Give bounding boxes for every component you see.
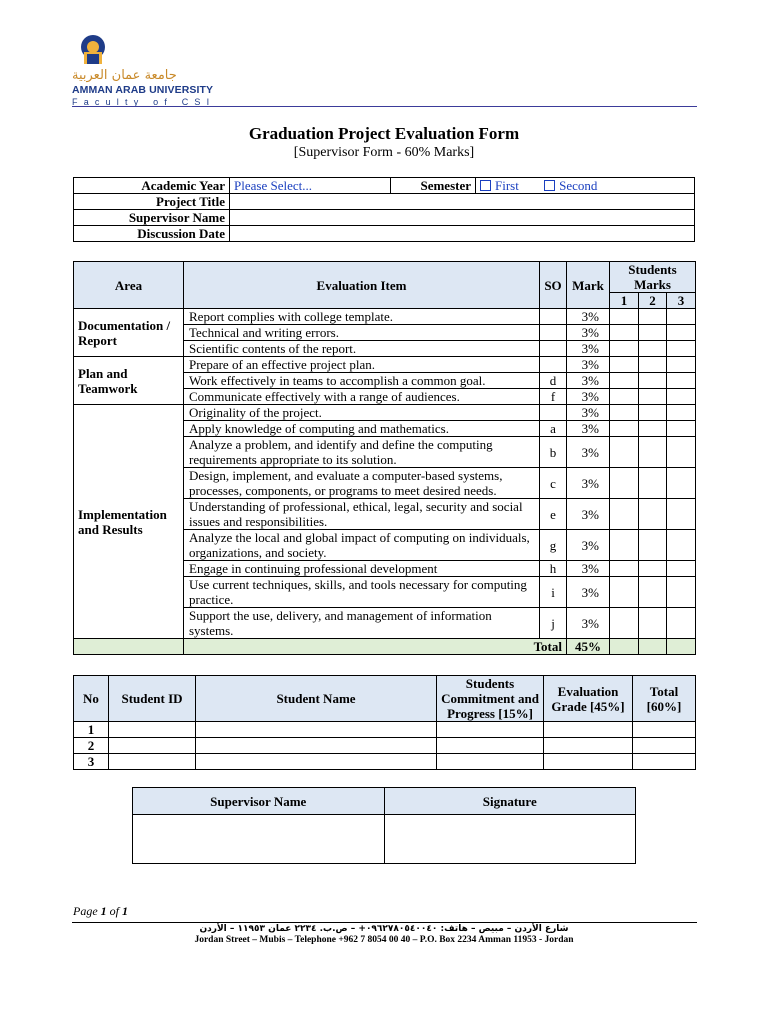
student-3-mark-cell[interactable] <box>667 421 696 437</box>
student-1-mark-cell[interactable] <box>610 437 639 468</box>
evaluation-grade-cell[interactable] <box>544 754 633 770</box>
semester-first-option[interactable] <box>480 178 519 193</box>
student-2-mark-cell[interactable] <box>639 561 667 577</box>
so-value <box>540 357 567 373</box>
evaluation-grade-cell[interactable] <box>544 738 633 754</box>
evaluation-item: Work effectively in teams to accomplish a common goal. <box>184 373 540 389</box>
area-documentation: Documentation / Report <box>74 309 184 357</box>
student-3-header: 3 <box>667 293 696 309</box>
page-title: Graduation Project Evaluation Form <box>248 124 520 143</box>
university-logo <box>72 34 216 107</box>
mark-value: 3% <box>567 389 610 405</box>
so-value: f <box>540 389 567 405</box>
mark-value: 3% <box>567 608 610 639</box>
evaluation-item: Engage in continuing professional development <box>184 561 540 577</box>
student-2-mark-cell[interactable] <box>639 421 667 437</box>
student-2-mark-cell[interactable] <box>639 530 667 561</box>
student-1-mark-cell[interactable] <box>610 577 639 608</box>
header-divider <box>72 106 697 107</box>
area-plan: Plan and Teamwork <box>74 357 184 405</box>
evaluation-item: Support the use, delivery, and management of information systems. <box>184 608 540 639</box>
evaluation-table <box>73 261 696 655</box>
commitment-cell[interactable] <box>437 754 544 770</box>
commitment-header: Students Commitment and Progress [15%] <box>437 676 544 722</box>
student-id-header: Student ID <box>109 676 196 722</box>
mark-value: 3% <box>567 577 610 608</box>
supervisor-name-field[interactable] <box>230 210 695 226</box>
mark-value: 3% <box>567 405 610 421</box>
semester-second-label: Second <box>559 178 598 193</box>
student-number: 1 <box>74 722 109 738</box>
evaluation-item: Report complies with college template. <box>184 309 540 325</box>
mark-value: 3% <box>567 499 610 530</box>
student-1-mark-cell[interactable] <box>610 468 639 499</box>
student-name-cell[interactable] <box>196 754 437 770</box>
total-label: Total <box>184 639 567 655</box>
evaluation-item: Analyze a problem, and identify and define the computing requirements appropriate to its solution. <box>184 437 540 468</box>
semester-options <box>476 178 695 194</box>
student-id-cell[interactable] <box>109 722 196 738</box>
footer-english-address: Jordan Street – Mubis – Telephone +962 7 8054 00 40 – P.O. Box 2234 Amman 11953 - Jordan <box>194 935 574 945</box>
university-logo-icon <box>76 34 110 68</box>
discussion-date-field[interactable] <box>230 226 695 242</box>
student-1-mark-cell[interactable] <box>610 357 639 373</box>
evaluation-item: Originality of the project. <box>184 405 540 421</box>
evaluation-row <box>74 405 696 421</box>
commitment-cell[interactable] <box>437 722 544 738</box>
student-1-mark-cell[interactable] <box>610 530 639 561</box>
student-1-mark-cell[interactable] <box>610 421 639 437</box>
student-3-mark-cell[interactable] <box>667 389 696 405</box>
footer-divider <box>72 922 697 923</box>
so-value <box>540 341 567 357</box>
page-prefix: Page <box>73 904 98 918</box>
semester-label: Semester <box>391 178 476 194</box>
supervisor-name-header: Supervisor Name <box>133 788 385 815</box>
total-cell[interactable] <box>633 722 696 738</box>
student-name-header: Student Name <box>196 676 437 722</box>
student-row <box>74 738 696 754</box>
student-row <box>74 754 696 770</box>
student-number: 3 <box>74 754 109 770</box>
mark-value: 3% <box>567 437 610 468</box>
total-cell[interactable] <box>633 738 696 754</box>
page-subtitle: [Supervisor Form - 60% Marks] <box>293 145 475 160</box>
evaluation-item: Prepare of an effective project plan. <box>184 357 540 373</box>
student-1-mark-cell[interactable] <box>610 405 639 421</box>
student-3-mark-cell[interactable] <box>667 577 696 608</box>
so-value: e <box>540 499 567 530</box>
student-name-cell[interactable] <box>196 722 437 738</box>
so-value: b <box>540 437 567 468</box>
student-3-mark-cell[interactable] <box>667 405 696 421</box>
faculty-name: Faculty of CSI <box>72 97 216 107</box>
so-value: d <box>540 373 567 389</box>
student-2-mark-cell[interactable] <box>639 405 667 421</box>
student-2-mark-cell[interactable] <box>639 357 667 373</box>
student-2-mark-cell[interactable] <box>639 499 667 530</box>
mark-value: 3% <box>567 561 610 577</box>
no-header: No <box>74 676 109 722</box>
student-number: 2 <box>74 738 109 754</box>
evaluation-row <box>74 357 696 373</box>
evaluation-item: Scientific contents of the report. <box>184 341 540 357</box>
mark-value: 3% <box>567 421 610 437</box>
student-3-mark-cell[interactable] <box>667 341 696 357</box>
student-2-mark-cell[interactable] <box>639 577 667 608</box>
evaluation-row <box>74 309 696 325</box>
evaluation-grade-header: Evaluation Grade [45%] <box>544 676 633 722</box>
student-2-mark-cell[interactable] <box>639 373 667 389</box>
students-marks-header: Students Marks <box>610 262 696 293</box>
student-2-mark-cell[interactable] <box>639 468 667 499</box>
student-3-mark-cell[interactable] <box>667 468 696 499</box>
student-name-cell[interactable] <box>196 738 437 754</box>
checkbox-icon <box>544 180 555 191</box>
so-value <box>540 405 567 421</box>
project-info-table <box>73 177 695 242</box>
student-2-mark-cell[interactable] <box>639 608 667 639</box>
mark-value: 3% <box>567 309 610 325</box>
evaluation-grade-cell[interactable] <box>544 722 633 738</box>
signature-header: Signature <box>384 788 636 815</box>
so-value <box>540 325 567 341</box>
mark-header: Mark <box>567 262 610 309</box>
so-value: i <box>540 577 567 608</box>
student-row <box>74 722 696 738</box>
evaluation-item: Apply knowledge of computing and mathematics. <box>184 421 540 437</box>
commitment-cell[interactable] <box>437 738 544 754</box>
students-header-row <box>74 676 696 722</box>
academic-year-row <box>74 178 695 194</box>
student-id-cell[interactable] <box>109 738 196 754</box>
academic-year-select[interactable]: Please Select... <box>230 178 391 194</box>
signature-table <box>132 787 636 864</box>
project-title-label: Project Title <box>74 194 230 210</box>
discussion-date-label: Discussion Date <box>74 226 230 242</box>
student-3-mark-cell[interactable] <box>667 608 696 639</box>
mark-value: 3% <box>567 325 610 341</box>
students-body <box>74 722 696 770</box>
signature-field[interactable] <box>384 815 636 864</box>
evaluation-item: Communicate effectively with a range of audiences. <box>184 389 540 405</box>
page-total: 1 <box>122 904 128 918</box>
university-arabic-name: جامعة عمان العربية <box>72 68 177 83</box>
student-2-mark-cell[interactable] <box>639 389 667 405</box>
mark-value: 3% <box>567 341 610 357</box>
area-implementation: Implementation and Results <box>74 405 184 639</box>
student-3-mark-cell[interactable] <box>667 373 696 389</box>
total-header: Total [60%] <box>633 676 696 722</box>
student-1-mark-cell[interactable] <box>610 373 639 389</box>
area-header: Area <box>74 262 184 309</box>
mark-value: 3% <box>567 357 610 373</box>
semester-second-option[interactable] <box>544 178 597 193</box>
student-3-mark-cell[interactable] <box>667 437 696 468</box>
signature-fields-row <box>133 815 636 864</box>
supervisor-name-label: Supervisor Name <box>74 210 230 226</box>
student-3-mark-cell[interactable] <box>667 325 696 341</box>
page-number <box>73 904 128 919</box>
evaluation-item: Design, implement, and evaluate a computer-based systems, processes, components, or programs to meet desired needs. <box>184 468 540 499</box>
evaluation-item: Understanding of professional, ethical, legal, security and social issues and responsibilities. <box>184 499 540 530</box>
student-2-mark-cell[interactable] <box>639 309 667 325</box>
student-1-header: 1 <box>610 293 639 309</box>
mark-value: 3% <box>567 373 610 389</box>
so-value: g <box>540 530 567 561</box>
semester-first-label: First <box>495 178 519 193</box>
student-3-mark-cell[interactable] <box>667 561 696 577</box>
academic-year-label: Academic Year <box>74 178 230 194</box>
student-2-mark-cell[interactable] <box>639 341 667 357</box>
total-row <box>74 639 696 655</box>
project-title-field[interactable] <box>230 194 695 210</box>
student-1-mark-cell[interactable] <box>610 389 639 405</box>
so-value: c <box>540 468 567 499</box>
student-id-cell[interactable] <box>109 754 196 770</box>
so-value <box>540 309 567 325</box>
page-of: of <box>109 904 119 918</box>
university-name: AMMAN ARAB UNIVERSITY <box>72 84 214 96</box>
so-value: a <box>540 421 567 437</box>
supervisor-name-row <box>74 210 695 226</box>
total-value: 45% <box>567 639 610 655</box>
checkbox-icon <box>480 180 491 191</box>
student-3-mark-cell[interactable] <box>667 357 696 373</box>
students-table <box>73 675 696 770</box>
mark-value: 3% <box>567 530 610 561</box>
student-2-mark-cell[interactable] <box>639 325 667 341</box>
evaluation-item: Analyze the local and global impact of computing on individuals, organizations, and society. <box>184 530 540 561</box>
student-1-mark-cell[interactable] <box>610 325 639 341</box>
evaluation-body <box>74 309 696 639</box>
student-1-mark-cell[interactable] <box>610 341 639 357</box>
student-3-mark-cell[interactable] <box>667 309 696 325</box>
page-current: 1 <box>100 904 107 918</box>
student-1-mark-cell[interactable] <box>610 499 639 530</box>
project-title-row <box>74 194 695 210</box>
evaluation-item: Use current techniques, skills, and tools necessary for computing practice. <box>184 577 540 608</box>
supervisor-name-signature-field[interactable] <box>133 815 385 864</box>
evaluation-item: Technical and writing errors. <box>184 325 540 341</box>
so-header: SO <box>540 262 567 309</box>
student-3-mark-cell[interactable] <box>667 530 696 561</box>
so-value: j <box>540 608 567 639</box>
student-3-mark-cell[interactable] <box>667 499 696 530</box>
mark-value: 3% <box>567 468 610 499</box>
student-1-mark-cell[interactable] <box>610 561 639 577</box>
total-cell[interactable] <box>633 754 696 770</box>
evaluation-item-header: Evaluation Item <box>184 262 540 309</box>
discussion-date-row <box>74 226 695 242</box>
student-1-mark-cell[interactable] <box>610 608 639 639</box>
signature-header-row <box>133 788 636 815</box>
student-1-mark-cell[interactable] <box>610 309 639 325</box>
student-2-mark-cell[interactable] <box>639 437 667 468</box>
student-2-header: 2 <box>639 293 667 309</box>
evaluation-header-row <box>74 262 696 293</box>
so-value: h <box>540 561 567 577</box>
footer-arabic-address: شارع الأردن – مبيص – هاتف: ٠٩٦٢٧٨٠٥٤٠٠٤٠+ – ص.ب. ٢٢٣٤ عمان ١١٩٥٣ – الأردن <box>199 924 569 934</box>
